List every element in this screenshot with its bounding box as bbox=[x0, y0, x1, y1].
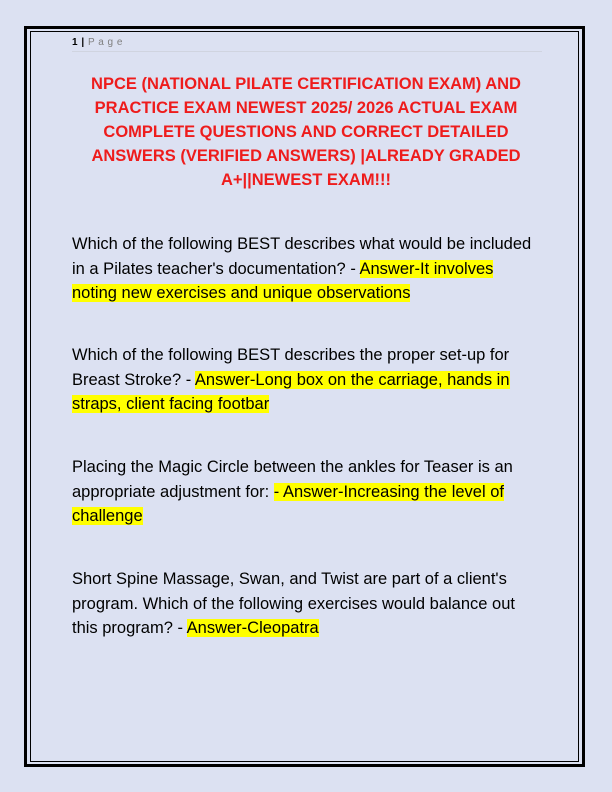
page-label: P a g e bbox=[87, 37, 123, 48]
qa-item-3 bbox=[72, 455, 542, 529]
qa-item-1 bbox=[72, 232, 542, 306]
page-number: 1 bbox=[72, 37, 79, 48]
question-text: Which of the following BEST describes the proper set-up for Breast Stroke? - bbox=[72, 346, 510, 389]
page-header bbox=[72, 37, 542, 52]
qa-item-2 bbox=[72, 343, 542, 417]
question-text: Which of the following BEST describes what would be included in a Pilates teacher's documentation? - bbox=[72, 235, 532, 278]
answer-text: Answer-It involves noting new exercises and unique observations bbox=[72, 259, 494, 302]
question-text: Short Spine Massage, Swan, and Twist are part of a client's program. Which of the following exercises would balance out this program? - bbox=[72, 570, 515, 637]
answer-text: Answer-Long box on the carriage, hands in straps, client facing footbar bbox=[72, 370, 510, 413]
document-title: NPCE (NATIONAL PILATE CERTIFICATION EXAM) AND PRACTICE EXAM NEWEST 2025/ 2026 ACTUAL EXAM COMPLETE QUESTIONS AND CORRECT DETAILED ANSWERS (VERIFIED ANSWERS) |ALREADY GRADED A+||NEWEST EXAM!!! bbox=[91, 75, 521, 189]
answer-text: Answer-Cleopatra bbox=[186, 619, 319, 637]
qa-item-4 bbox=[72, 567, 542, 641]
page-separator: | bbox=[81, 37, 85, 48]
answer-text: - Answer-Increasing the level of challenge bbox=[72, 482, 504, 525]
question-text: Placing the Magic Circle between the ankles for Teaser is an appropriate adjustment for: bbox=[72, 458, 513, 501]
